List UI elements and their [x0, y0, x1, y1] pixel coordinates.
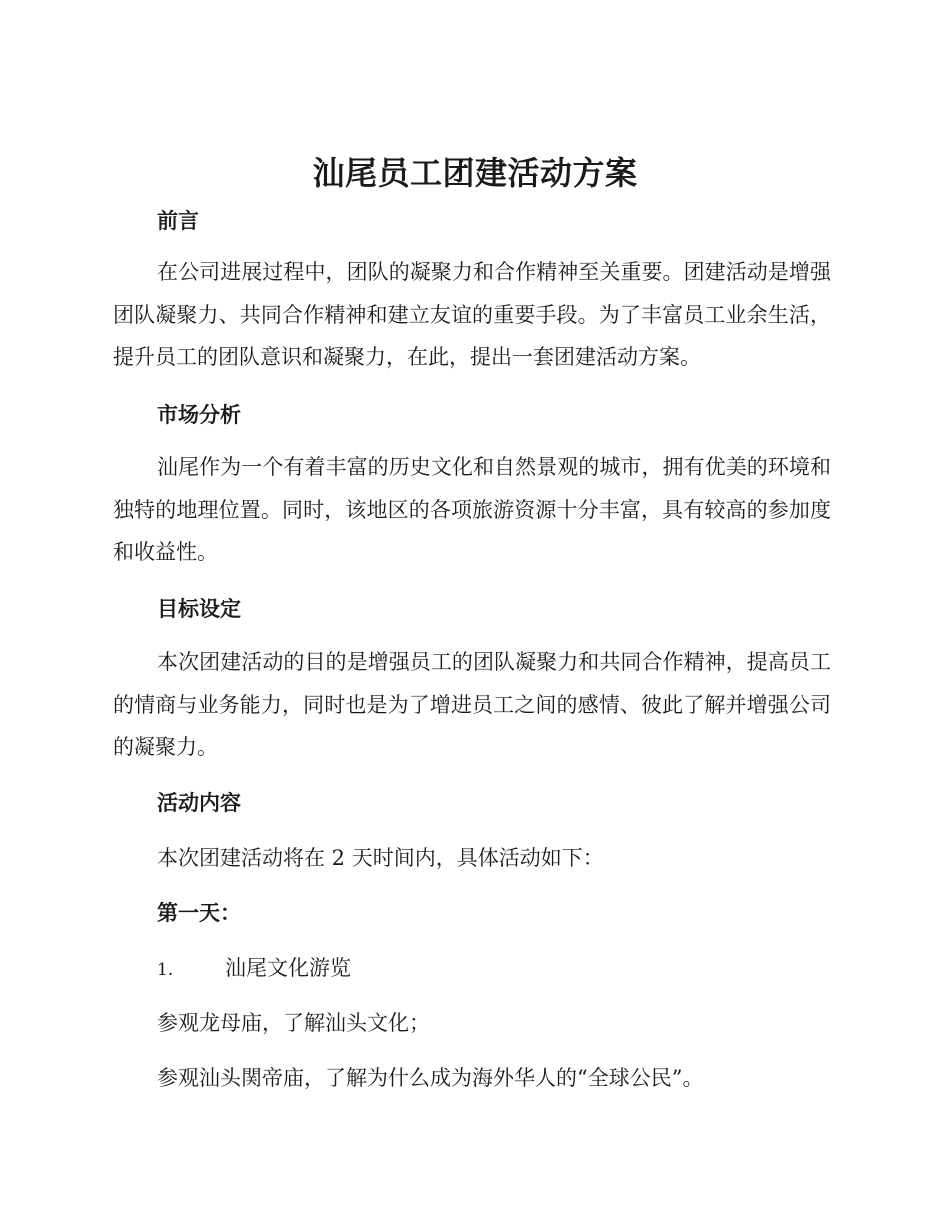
heading-goals: 目标设定	[157, 597, 241, 621]
list-item	[157, 953, 351, 985]
activity-line: 参观龙母庙，了解汕头文化；	[157, 1011, 430, 1035]
heading-preface: 前言	[157, 209, 199, 233]
paragraph-preface: 在公司进展过程中，团队的凝聚力和合作精神至关重要。团建活动是增强团队凝聚力、共同合作精神和建立友谊的重要手段。为了丰富员工业余生活，提升员工的团队意识和凝聚力，在此，提出一套团建活动方案。	[113, 260, 831, 369]
list-item-number: 1.	[157, 960, 174, 980]
paragraph-goals: 本次团建活动的目的是增强员工的团队凝聚力和共同合作精神，提高员工的情商与业务能力，同时也是为了增进员工之间的感情、彼此了解并增强公司的凝聚力。	[113, 650, 831, 759]
activity-line: 参观汕头関帝庙，了解为什么成为海外华人的“全球公民”。	[157, 1066, 704, 1090]
heading-day-one: 第一天：	[157, 901, 241, 925]
document-title: 汕尾员工团建活动方案	[312, 154, 638, 192]
paragraph-market-analysis: 汕尾作为一个有着丰富的历史文化和自然景观的城市，拥有优美的环境和独特的地理位置。同时，该地区的各项旅游资源十分丰富，具有较高的参加度和收益性。	[113, 455, 831, 564]
list-item-text: 汕尾文化游览	[225, 956, 351, 980]
activities-intro: 本次团建活动将在 2 天时间内，具体活动如下：	[157, 846, 604, 870]
heading-activities: 活动内容	[157, 791, 241, 815]
heading-market-analysis: 市场分析	[157, 403, 241, 427]
